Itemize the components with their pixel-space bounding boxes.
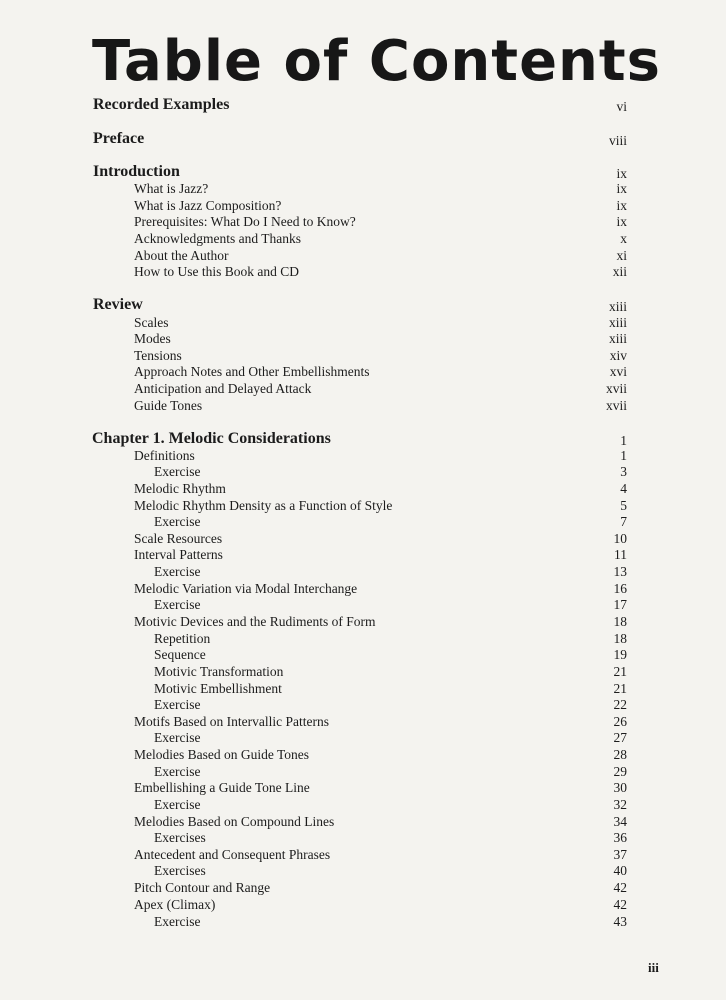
toc-entry: [0, 680, 726, 697]
toc-entry-title: Chapter 1. Melodic Considerations: [92, 430, 331, 447]
toc-entry-page: 10: [613, 531, 627, 546]
toc-entry-page: 34: [613, 814, 627, 829]
toc-entry-title: Exercise: [154, 597, 201, 612]
toc-entry: [0, 513, 726, 530]
toc-entry-title: Melodic Rhythm Density as a Function of Style: [134, 498, 393, 513]
toc-entry-page: 13: [613, 564, 627, 579]
toc-entry-title: Exercise: [154, 697, 201, 712]
toc-section: [0, 162, 726, 179]
toc-entry-title: Interval Patterns: [134, 547, 223, 562]
toc-entry-title: Anticipation and Delayed Attack: [134, 381, 312, 396]
toc-entry-page: xii: [612, 264, 627, 279]
toc-entry-page: 18: [613, 614, 627, 629]
toc-entry-title: Exercise: [154, 464, 201, 479]
toc-entry-page: vi: [616, 99, 627, 114]
toc-entry-title: Motifs Based on Intervallic Patterns: [134, 714, 329, 729]
toc-entry-title: Apex (Climax): [134, 897, 216, 912]
toc-entry-title: Antecedent and Consequent Phrases: [134, 847, 331, 862]
toc-entry: [0, 896, 726, 913]
toc-entry-title: Exercise: [154, 764, 201, 779]
toc-entry: [0, 613, 726, 630]
toc-entry: [0, 879, 726, 896]
toc-entry-title: Embellishing a Guide Tone Line: [134, 780, 310, 795]
toc-entry: [0, 314, 726, 331]
toc-entry-page: 4: [620, 481, 627, 496]
toc-entry: [0, 197, 726, 214]
toc-entry-title: Exercises: [154, 830, 206, 845]
toc-entry: [0, 213, 726, 230]
toc-entry: [0, 913, 726, 930]
toc-entry: [0, 480, 726, 497]
page-number: iii: [648, 960, 659, 975]
toc-entry-title: Repetition: [154, 631, 211, 646]
toc-entry: [0, 463, 726, 480]
toc-entry-title: Review: [93, 296, 143, 313]
toc-entry-page: 21: [613, 681, 627, 696]
toc-entry-page: xi: [616, 248, 627, 263]
toc-entry: [0, 546, 726, 563]
toc-entry: [0, 663, 726, 680]
toc-entry: [0, 746, 726, 763]
toc-entry-title: Melodies Based on Guide Tones: [134, 747, 310, 762]
toc-entry: [0, 380, 726, 397]
toc-entry-page: 1: [620, 448, 627, 463]
toc-entry-page: 16: [613, 581, 627, 596]
toc-entry-title: Motivic Transformation: [154, 664, 284, 679]
toc-entry-page: 11: [614, 547, 627, 562]
toc-entry-page: 36: [613, 830, 627, 845]
toc-entry: [0, 230, 726, 247]
toc-entry-title: Motivic Devices and the Rudiments of Form: [134, 614, 376, 629]
toc-entry-title: Melodic Rhythm: [134, 481, 226, 496]
toc-entry-page: xiii: [608, 331, 627, 346]
toc-entry: [0, 862, 726, 879]
toc-entry-page: xiii: [608, 315, 627, 330]
toc-entry-title: Scales: [134, 315, 169, 330]
toc-entry-page: 43: [613, 914, 627, 929]
toc-entry-page: 42: [613, 897, 627, 912]
toc-entry: [0, 397, 726, 414]
toc-entry-page: ix: [616, 181, 627, 196]
toc-section: [0, 429, 726, 446]
toc-entry-title: What is Jazz Composition?: [134, 198, 282, 213]
toc-entry-page: 40: [613, 863, 627, 878]
toc-entry-title: Sequence: [154, 647, 206, 662]
toc-entry-title: Exercise: [154, 514, 201, 529]
toc-entry-page: 32: [613, 797, 627, 812]
toc-entry: [0, 779, 726, 796]
toc-entry: [0, 696, 726, 713]
toc-entry-page: 42: [613, 880, 627, 895]
page-title: Table of Contents: [92, 29, 662, 94]
toc-entry-page: xvi: [609, 364, 627, 379]
toc-entry: [0, 263, 726, 280]
toc-entry: [0, 330, 726, 347]
toc-entry: [0, 180, 726, 197]
toc-entry-page: 17: [613, 597, 627, 612]
toc-entry-title: Scale Resources: [134, 531, 223, 546]
toc-entry-page: 5: [620, 498, 627, 513]
toc-entry-title: Exercise: [154, 914, 201, 929]
toc-entry-title: Prerequisites: What Do I Need to Know?: [134, 214, 356, 229]
toc-entry-title: Acknowledgments and Thanks: [134, 231, 301, 246]
toc-entry-page: 19: [613, 647, 627, 662]
toc-entry-title: Preface: [93, 130, 145, 147]
toc-entry: [0, 729, 726, 746]
toc-entry-title: Approach Notes and Other Embellishments: [134, 364, 370, 379]
toc-entry: [0, 813, 726, 830]
toc-entry-title: Motivic Embellishment: [154, 681, 282, 696]
toc-entry-page: 1: [620, 433, 627, 448]
toc-entry: [0, 713, 726, 730]
toc-entry-page: 28: [613, 747, 627, 762]
toc-entry-page: ix: [616, 166, 627, 181]
toc-entry: [0, 630, 726, 647]
toc-entry: [0, 247, 726, 264]
toc-entry-page: ix: [616, 198, 627, 213]
toc-section: [0, 129, 726, 146]
toc-entry: [0, 580, 726, 597]
toc-entry-page: 37: [613, 847, 627, 862]
toc-entry-page: 29: [613, 764, 627, 779]
toc-entry: [0, 347, 726, 364]
toc-entry-page: 18: [613, 631, 627, 646]
toc-entry-title: What is Jazz?: [134, 181, 209, 196]
toc-entry-title: Exercise: [154, 730, 201, 745]
toc-entry-page: viii: [608, 133, 627, 148]
toc-entry-page: 3: [620, 464, 627, 479]
toc-entry-title: Tensions: [134, 348, 182, 363]
toc-entry-page: ix: [616, 214, 627, 229]
toc-entry: [0, 646, 726, 663]
toc-entry: [0, 363, 726, 380]
toc-entry-title: Introduction: [93, 163, 180, 180]
toc-entry-page: xvii: [605, 381, 627, 396]
toc-entry-page: xvii: [605, 398, 627, 413]
toc-entry: [0, 563, 726, 580]
toc-entry-title: Recorded Examples: [93, 96, 230, 113]
toc-entry-page: 27: [613, 730, 627, 745]
toc-entry-title: How to Use this Book and CD: [134, 264, 299, 279]
toc-entry: [0, 596, 726, 613]
toc-entry-page: 30: [613, 780, 627, 795]
toc-entry-title: Definitions: [134, 448, 195, 463]
toc-entry: [0, 530, 726, 547]
toc-section: [0, 295, 726, 312]
toc-entry-page: xiv: [609, 348, 627, 363]
toc-entry: [0, 497, 726, 514]
toc-entry: [0, 447, 726, 464]
toc-entry-page: 26: [613, 714, 627, 729]
toc-entry: [0, 796, 726, 813]
toc-entry-page: 21: [613, 664, 627, 679]
toc-entry-title: Modes: [134, 331, 171, 346]
toc-entry-title: About the Author: [134, 248, 229, 263]
toc-entry-page: x: [620, 231, 627, 246]
toc-section: [0, 95, 726, 112]
toc-entry: [0, 846, 726, 863]
toc-entry: [0, 763, 726, 780]
toc-entry-page: 7: [620, 514, 627, 529]
toc-entry-title: Exercise: [154, 797, 201, 812]
toc-entry-title: Melodies Based on Compound Lines: [134, 814, 335, 829]
toc-entry-title: Guide Tones: [134, 398, 203, 413]
toc-entry-page: xiii: [608, 299, 627, 314]
toc-entry-title: Pitch Contour and Range: [134, 880, 271, 895]
toc-entry: [0, 829, 726, 846]
toc-entry-title: Exercise: [154, 564, 201, 579]
toc-entry-title: Melodic Variation via Modal Interchange: [134, 581, 358, 596]
toc-entry-title: Exercises: [154, 863, 206, 878]
toc-entry-page: 22: [613, 697, 627, 712]
